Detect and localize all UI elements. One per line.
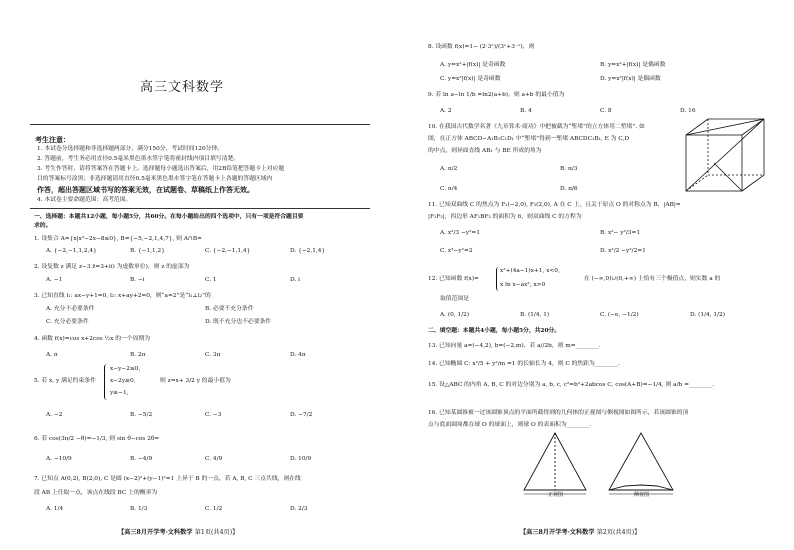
- page-2: [400, 0, 794, 550]
- option: C. y=x²|f(x)| 是奇函数: [440, 76, 501, 82]
- page-1: [0, 0, 396, 550]
- option: D. 既不充分也不必要条件: [205, 319, 272, 325]
- option: A. (0, 1/2): [440, 312, 470, 318]
- option: B. 2π: [130, 352, 146, 358]
- front-view-label: 正视图: [548, 492, 564, 498]
- option: D. i: [290, 277, 300, 283]
- option: A. −1: [46, 277, 63, 283]
- option: D. π/6: [560, 186, 578, 192]
- option: A. −2: [46, 412, 63, 418]
- option: B. 4: [520, 108, 532, 114]
- question-11-cont: |F₁F₂|，四边形 AF₁BF₂ 的面积为 6，则双曲线 C 的方程为: [428, 214, 582, 220]
- notice-box: [31, 133, 367, 211]
- notice-item: 4. 本试卷主要命题范围：高考范围。: [37, 197, 132, 203]
- section-heading-cont: 求的。: [34, 223, 52, 229]
- option: D. 10/9: [290, 456, 312, 462]
- option: C. x²−y²=2: [440, 248, 473, 254]
- notice-item: 3. 考生作答时，请将答案答在答题卡上。选择题每小题选出答案后，用2B铅笔把答题卡上对应题: [37, 166, 285, 172]
- option: C. 1/2: [205, 506, 223, 512]
- notice-item: 作答，超出答题区域书写的答案无效，在试题卷、草稿纸上作答无效。: [37, 185, 254, 194]
- option: C. {−2,−1,1,4}: [205, 248, 251, 254]
- question-4: 4. 函数 f(x)=cos x+2cos ½x 的一个周期为: [34, 336, 151, 342]
- footer-page-number: 第2页(共4页)】: [596, 529, 641, 536]
- option: C. 1: [205, 277, 217, 283]
- option: D. 16: [680, 108, 696, 114]
- option: A. −10/9: [46, 456, 72, 462]
- option: B. {−1,1,2}: [130, 248, 165, 254]
- option: B. 必要不充分条件: [205, 306, 254, 312]
- option: C. 4/9: [205, 456, 223, 462]
- divider: [30, 124, 370, 125]
- option: B. x²− y²/3=1: [600, 230, 641, 236]
- notice-item: 2. 答题前，考生务必用直径0.5毫米黑色墨水签字笔将密封线内项目填写清楚。: [37, 156, 240, 162]
- option: C. (−e, −1/2): [600, 312, 639, 318]
- question-13: 13. 已知向量 a=(−4,2), b=(−2,m)，若 a//2b，则 m=________.: [428, 343, 601, 349]
- brace: [104, 364, 108, 400]
- option: A. π: [46, 352, 58, 358]
- option: D. x²/2 −y²/2=1: [600, 248, 646, 254]
- question-5-cont: 则 z=x+ 3/2 y 的最小值为: [160, 378, 231, 384]
- constraint: x−y−2≤0,: [110, 366, 141, 372]
- cube-figure: [680, 113, 770, 195]
- question-3: 3. 已知直线 l₁: ax−y+1=0, l₂: x+ay+2=0，则“a=2”是“l₁⊥l₂”的: [34, 293, 211, 299]
- notice-title: 考生注意：: [35, 135, 70, 144]
- question-9: 9. 若 ln a−ln 1/b =ln2(a+b)，则 a+b 的最小值为: [428, 92, 565, 98]
- question-6: 6. 若 cos(3π/2 −θ)=−1/3, 则 sin θ−cos 2θ=: [34, 436, 160, 442]
- question-7-cont: 段 AB 上任取一点，该点在线段 BC 上的概率为: [34, 490, 158, 496]
- question-1: 1. 设集合 A={x|x²−2x−8≤0}, B={−5,−2,1,4,7}, 则 A∩B=: [34, 236, 202, 242]
- option: B. −i: [130, 277, 145, 283]
- option: C. −3: [205, 412, 222, 418]
- option: A. 2: [440, 108, 452, 114]
- option: A. 充分不必要条件: [46, 306, 95, 312]
- notice-item: 1. 本试卷分选择题和非选择题两部分，满分150分，考试时间120分钟。: [37, 146, 224, 152]
- option: A. y=x²+|f(x)| 是奇函数: [440, 62, 506, 68]
- question-10-cont: 的中点，则异面直线 AB₁ 与 BE 所成的角为: [428, 148, 542, 154]
- option: C. 3π: [205, 352, 221, 358]
- question-16: 16. 已知某圆锥被一过该圆锥顶点的平面所截得到的几何体的正视图与侧视图如图所示，若该圆锥的顶: [428, 410, 689, 416]
- option: A. π/2: [440, 166, 458, 172]
- question-5: 5. 若 x, y 满足约束条件: [34, 378, 96, 384]
- question-7: 7. 已知点 A(0,2), B(2,0), C 是圆 (x−2)²+(y−1)²=1 上异于 B 的一点，若 A, B, C 三点共线，则在线: [34, 476, 301, 482]
- option: D. −7/2: [290, 412, 313, 418]
- cube-diagonal: [686, 119, 764, 191]
- question-10-cont: 图，在正方体 ABCD−A₁B₁C₁D₁ 中“堑堵”得到一堑堵 ABCDC₁B₁, E 为 C,D: [428, 136, 630, 142]
- question-14: 14. 已知椭圆 C: x²/5 + y²/m =1 的长轴长为 4，则 C 的焦距为________.: [428, 361, 620, 367]
- option: C. 充分必要条件: [46, 319, 89, 325]
- option: A. {−2,−1,1,2,4}: [46, 248, 97, 254]
- piecewise-case: x²+(4a−1)x+1, x<0,: [500, 268, 560, 274]
- question-16-cont: 点与底面圆周都在球 O 的球面上，则球 O 的表面积为________.: [428, 422, 592, 428]
- option: B. π/3: [560, 166, 578, 172]
- option: D. 4π: [290, 352, 306, 358]
- notice-item: 目的答案标号涂黑；非选择题请用直径0.5毫米黑色墨水签字笔在答题卡上各题的答题区域内: [37, 176, 273, 182]
- question-12-cont: 取值范围是: [440, 296, 469, 302]
- side-view-base-arc: [609, 485, 673, 490]
- option: B. y=x²+|f(x)| 是偶函数: [600, 62, 666, 68]
- option: B. −4/9: [130, 456, 153, 462]
- option: D. {−2,1,4}: [290, 248, 326, 254]
- page-footer: [118, 527, 238, 536]
- option: A. x²/3 −y²=1: [440, 230, 480, 236]
- question-8: 8. 设函数 f(x)=1− (2·3ˣ)/(3ˣ+3⁻ˣ)，则: [428, 44, 535, 50]
- constraint: y≥−1,: [110, 390, 129, 396]
- cube-diagonal: [686, 119, 764, 135]
- question-12: 12. 已知函数 f(x)=: [428, 276, 479, 282]
- question-12-cont: 在 (−∞,0)∪(0,+∞) 上恰有三个极值点，则实数 a 的: [584, 276, 721, 282]
- option: D. (1/4, 1/2): [690, 312, 725, 318]
- divider: [30, 208, 370, 209]
- option: C. 8: [600, 108, 612, 114]
- constraint: x−2y≥0,: [110, 378, 136, 384]
- cube-segment: [714, 163, 742, 191]
- option: D. 2/3: [290, 506, 308, 512]
- page-footer: [520, 527, 640, 536]
- piecewise-case: x ln x−ax², x>0: [500, 282, 546, 288]
- question-2: 2. 设复数 z 满足 z−3 z̄=3+i(i 为虚数单位)，则 z 的虚部为: [34, 264, 190, 270]
- option: B. −5/2: [130, 412, 153, 418]
- option: C. π/4: [440, 186, 458, 192]
- cube-hidden-edge: [686, 175, 708, 191]
- side-view-label: 侧视图: [634, 492, 650, 498]
- section-heading: 一、选择题：本题共12小题，每小题5分，共60分。在每小题给出的四个选项中，只有一项是符合题目要: [34, 214, 304, 220]
- question-11: 11. 已知双曲线 C 的焦点为 F₁(−2,0), F₂(2,0), A 在 C 上，且关于原点 O 的对称点为 B，|AB|=: [428, 202, 681, 208]
- option: B. (1/4, 1): [520, 312, 550, 318]
- section-heading: 二、填空题：本题共4小题，每小题5分，共20分。: [428, 328, 561, 334]
- footer-page-number: 第1页(共4页)】: [194, 529, 239, 536]
- footer-label: 【高三8月开学考·文科数学: [520, 529, 595, 536]
- question-15: 15. 设△ABC 的内角 A, B, C 的对边分别为 a, b, c, c²=b²+2abcos C, cos(A+B)=−1/4, 则 a/b =________.: [428, 382, 714, 388]
- cube-edge: [742, 175, 764, 191]
- page-title: 高三文科数学: [140, 80, 225, 95]
- side-view-triangle: [609, 433, 673, 490]
- footer-label: 【高三8月开学考·文科数学: [118, 529, 193, 536]
- option: A. 1/4: [46, 506, 64, 512]
- option: D. y=x²|f(x)| 是偶函数: [600, 76, 661, 82]
- option: B. 1/3: [130, 506, 148, 512]
- question-10: 10. 在我国古代数学名著《九章算术·商功》中把被截为“堑堵”的立方体用二堑堵”. 如: [428, 124, 645, 130]
